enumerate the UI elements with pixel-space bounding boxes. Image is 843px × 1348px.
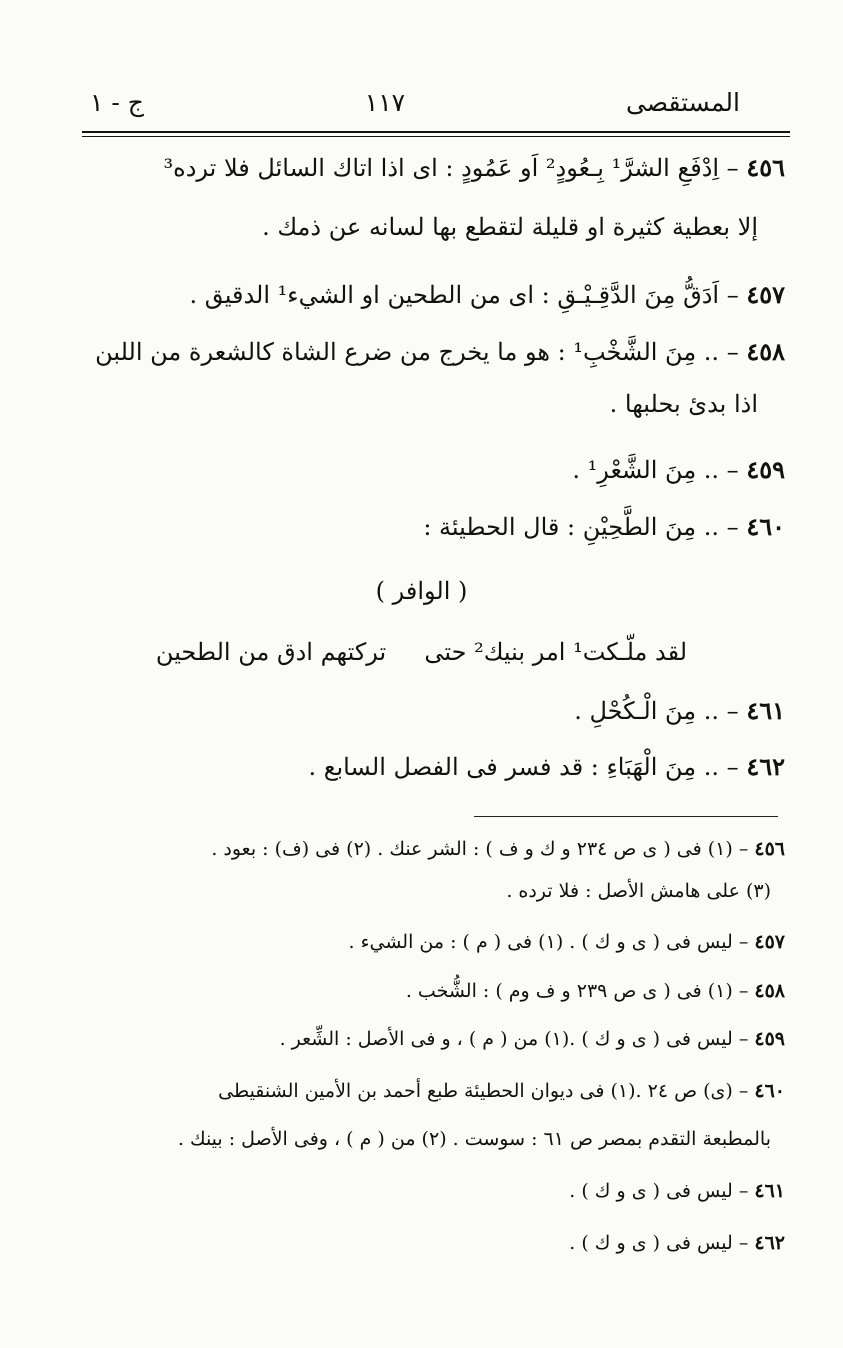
- entry-number: ٤٦٠: [746, 512, 785, 541]
- header-rule-thick: [82, 131, 790, 133]
- entry-line: [574, 696, 785, 725]
- footnote-line: [506, 880, 771, 902]
- book-title: المستقصى: [625, 87, 740, 117]
- footnote-number: ٤٥٨: [754, 980, 785, 1002]
- header-rule-thin: [82, 136, 790, 137]
- footnote-number: ٤٥٧: [754, 931, 785, 953]
- entry-text: – اَدَقُّ مِنَ الدَّقِـيْـقِ : اى من الطحين او الشيء¹ الدقيق .: [189, 281, 739, 309]
- page-header: [90, 82, 740, 122]
- entry-text: – .. مِنَ الشَّعْرِ¹ .: [572, 456, 739, 484]
- entry-text: – .. مِنَ الْهَبَاءِ : قد فسر فى الفصل السابع .: [308, 753, 739, 781]
- footnote-number: ٤٥٩: [754, 1028, 785, 1050]
- footnote-text: – (١) فى ( ى ص ٢٣٤ و ك و ف ) : الشر عنك . (٢) فى (ف) : بعود .: [211, 838, 749, 860]
- footnote-number: ٤٦٠: [754, 1080, 785, 1102]
- entry-line: [308, 752, 785, 781]
- footnote-line: [406, 980, 785, 1002]
- footnote-text: – (١) فى ( ى ص ٢٣٩ و ف وم ) : الشُّخب .: [405, 980, 749, 1002]
- footnote-line: [178, 1128, 771, 1150]
- entry-text: – .. مِنَ الشَّخْبِ¹ : هو ما يخرج من ضرع الشاة كالشعرة من اللبن: [95, 338, 739, 366]
- entry-line: [164, 153, 785, 182]
- entry-number: ٤٦٢: [746, 752, 785, 781]
- poem-meter: ( الوافر ): [375, 577, 468, 605]
- footnote-text: – ليس فى ( ى و ك ) .: [569, 1180, 749, 1202]
- entry-line: [189, 280, 785, 309]
- entry-line: [572, 455, 785, 484]
- footnote-text: – ليس فى ( ى و ك ) .: [569, 1232, 749, 1254]
- footnote-line: [569, 1180, 785, 1202]
- footnote-separator: [474, 816, 778, 817]
- footnote-text: – ليس فى ( ى و ك ) . (١) فى ( م ) : من الشيء .: [348, 931, 749, 953]
- footnote-number: ٤٦٢: [754, 1232, 785, 1254]
- entry-number: ٤٥٨: [746, 337, 785, 366]
- footnote-text: – (ى) ص ٢٤ .(١) فى ديوان الحطيئة طبع أحمد بن الأمين الشنقيطى: [218, 1080, 749, 1102]
- entry-number: ٤٥٦: [746, 153, 785, 182]
- entry-text: اذا بدئ بحلبها .: [609, 390, 758, 418]
- page-number: ١١٧: [364, 87, 406, 117]
- entry-text: – اِدْفَعِ الشرَّ¹ بِـعُودٍ² اَو عَمُودٍ : اى اذا اتاك السائل فلا ترده³: [163, 154, 739, 182]
- footnote-line: [280, 1028, 785, 1050]
- entry-number: ٤٥٧: [746, 280, 785, 309]
- footnote-line: [348, 931, 785, 953]
- footnote-number: ٤٥٦: [754, 838, 785, 860]
- entry-line: [95, 337, 785, 366]
- poem-verse: لقد ملّـكت¹ امر بنيك² حتى تركتهم ادق من الطحين: [155, 638, 688, 666]
- entry-line: [423, 512, 785, 541]
- footnote-number: ٤٦١: [754, 1180, 785, 1202]
- footnote-text: – ليس فى ( ى و ك ) .(١) من ( م ) ، و فى الأصل : الشِّعر .: [279, 1028, 749, 1050]
- volume-label: ج - ١: [90, 87, 144, 117]
- entry-number: ٤٦١: [746, 696, 785, 725]
- footnote-text: بالمطبعة التقدم بمصر ص ٦١ : سوست . (٢) من ( م ) ، وفى الأصل : بينك .: [177, 1128, 771, 1150]
- entry-text: – .. مِنَ الْـكُحْلِ .: [574, 697, 739, 725]
- entry-line: [262, 213, 758, 241]
- entry-text: – .. مِنَ الطَّحِيْنِ : قال الحطيئة :: [423, 513, 739, 541]
- entry-text: إلا بعطية كثيرة او قليلة لتقطع بها لسانه عن ذمك .: [262, 213, 758, 241]
- footnote-line: [211, 838, 785, 860]
- entry-number: ٤٥٩: [746, 455, 785, 484]
- footnote-text: (٣) على هامش الأصل : فلا ترده .: [506, 880, 771, 902]
- entry-line: [610, 390, 758, 418]
- footnote-line: [569, 1232, 785, 1254]
- footnote-line: [218, 1080, 785, 1102]
